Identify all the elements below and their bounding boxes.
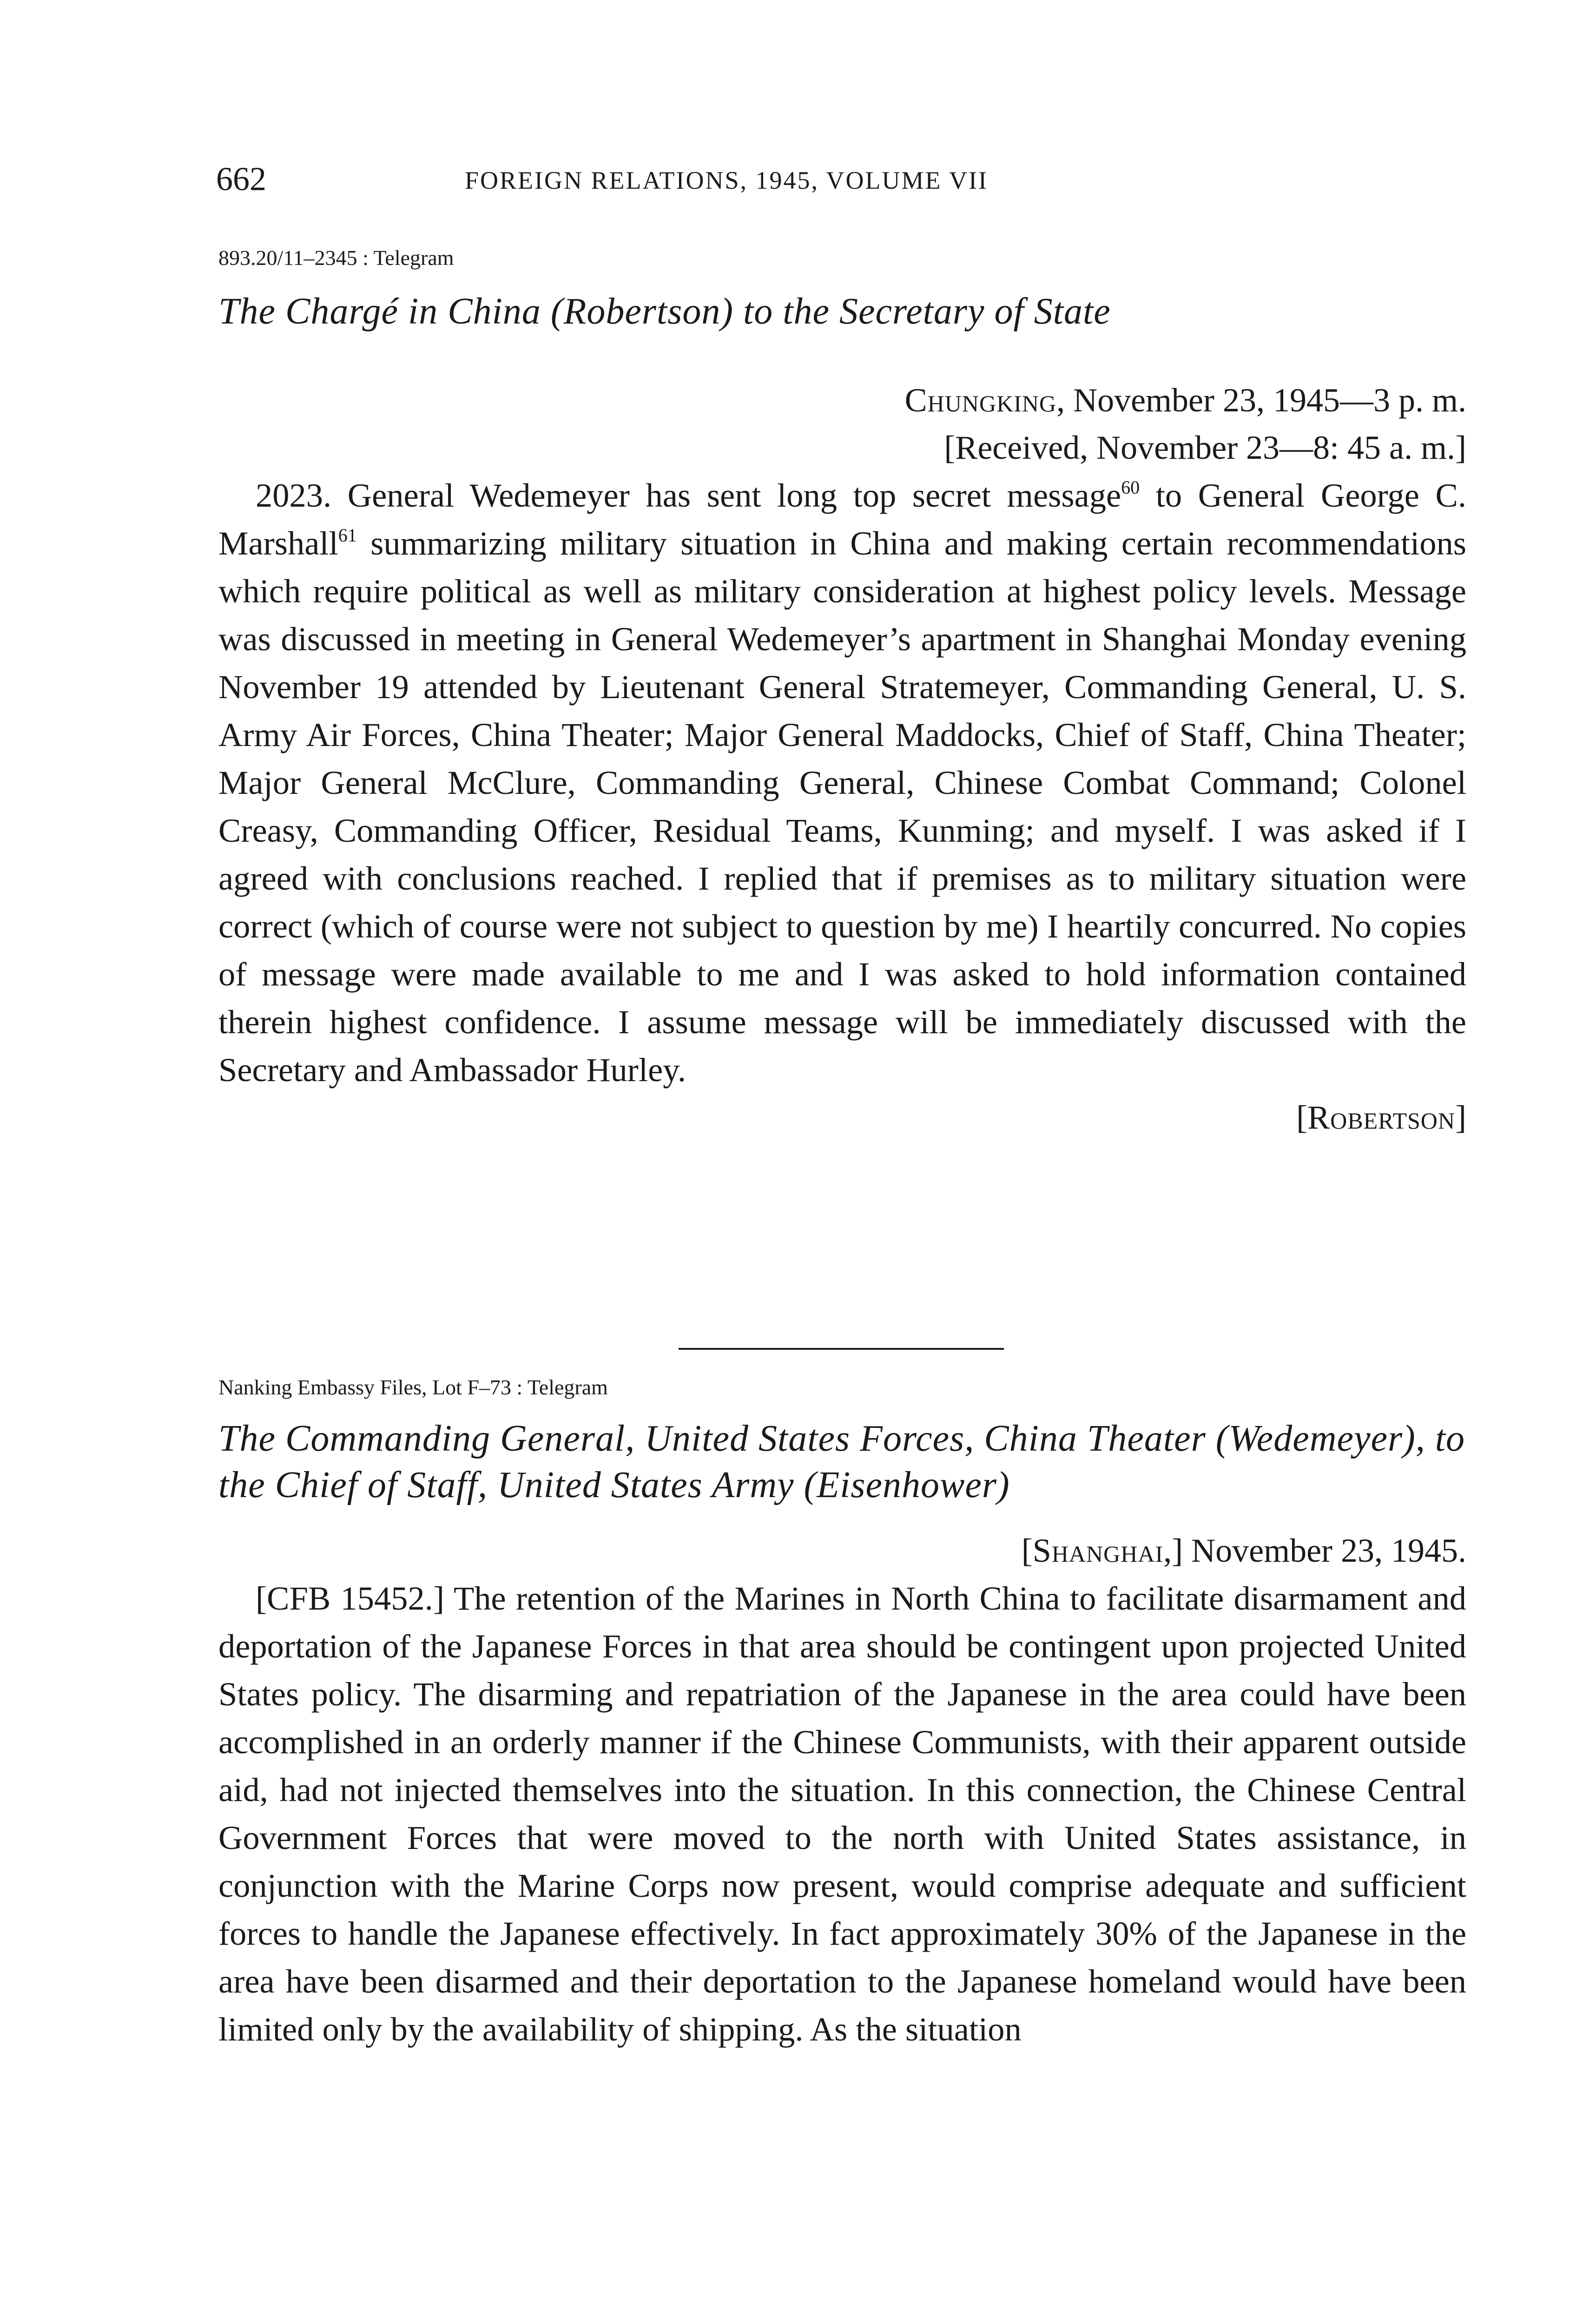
doc1-date: , November 23, 1945—3 p. m. [1056, 382, 1466, 419]
footnote-ref-60: 60 [1121, 477, 1140, 498]
doc2-place: Shanghai [1032, 1532, 1164, 1569]
doc1-source: 893.20/11–2345 : Telegram [218, 246, 454, 270]
section-divider [679, 1348, 1004, 1350]
doc2-title: The Commanding General, United States Forces, China Theater (Wedemeyer), to the Chief of Staff, United States Army (Eisenhower) [218, 1418, 1465, 1505]
doc1-signature-name: Robertson [1307, 1099, 1456, 1136]
doc2-body: [CFB 15452.] The retention of the Marines in North China to facilitate disarmament and deportation of the Japanese Forces in that area should be contingent upon projected United States policy. The disarming and repatriation of the Japanese in the area could have been accomplished in an orderly manner if the Chinese Communists, with their apparent outside aid, had not injected themselves into the situation. In this connection, the Chinese Central Government Forces that were moved to the north with United States assistance, in conjunction with the Marine Corps now present, would comprise adequate and sufficient forces to handle the Japanese effectively. In fact approximately 30% of the Japanese in the area have been disarmed and their deportation to the Japanese homeland would have been limited only by the availability of shipping. As the situation [218, 1579, 1466, 2048]
doc1-received: [Received, November 23—8: 45 a. m.] [944, 429, 1466, 466]
doc1-body-part1: 2023. General Wedemeyer has sent long top secret message [256, 476, 1121, 514]
document-1 [218, 244, 1466, 1141]
doc1-body-part3: summarizing military situation in China and making certain recommendations which require political as well as military consideration at highest policy levels. Message was discussed in meeting in General Wedemeyer’s apartment in Shanghai Monday evening November 19 attended by Lieutenant General Stratemeyer, Commanding General, U. S. Army Air Forces, China Theater; Major General Maddocks, Chief of Staff, China Theater; Major General McClure, Commanding General, Chinese Combat Command; Colonel Creasy, Commanding Officer, Residual Teams, Kunming; and myself. I was asked if I agreed with conclusions reached. I replied that if premises as to military situation were correct (which of course were not subject to question by me) I heartily concurred. No copies of message were made available to me and I was asked to hold information contained therein highest confidence. I assume message will be immediately discussed with the Secretary and Ambassador Hurley. [218, 524, 1466, 1089]
doc1-body-part2: to General George C. Marshall [218, 476, 1466, 562]
doc1-place: Chungking [904, 382, 1057, 419]
doc1-body [218, 471, 1466, 1094]
doc2-source: Nanking Embassy Files, Lot F–73 : Telegram [218, 1375, 608, 1399]
doc1-signature: [Robertson] [1296, 1099, 1466, 1136]
page-number: 662 [216, 160, 266, 198]
doc2-date: November 23, 1945. [1183, 1532, 1466, 1569]
footnote-ref-61: 61 [338, 525, 357, 546]
running-head [216, 158, 1262, 200]
document-2 [218, 1373, 1466, 2053]
doc1-title: The Chargé in China (Robertson) to the Secretary of State [218, 291, 1111, 332]
running-title: FOREIGN RELATIONS, 1945, VOLUME VII [465, 166, 988, 194]
doc1-dateline [218, 376, 1466, 424]
doc2-dateline: [Shanghai,] November 23, 1945. [1021, 1532, 1466, 1569]
